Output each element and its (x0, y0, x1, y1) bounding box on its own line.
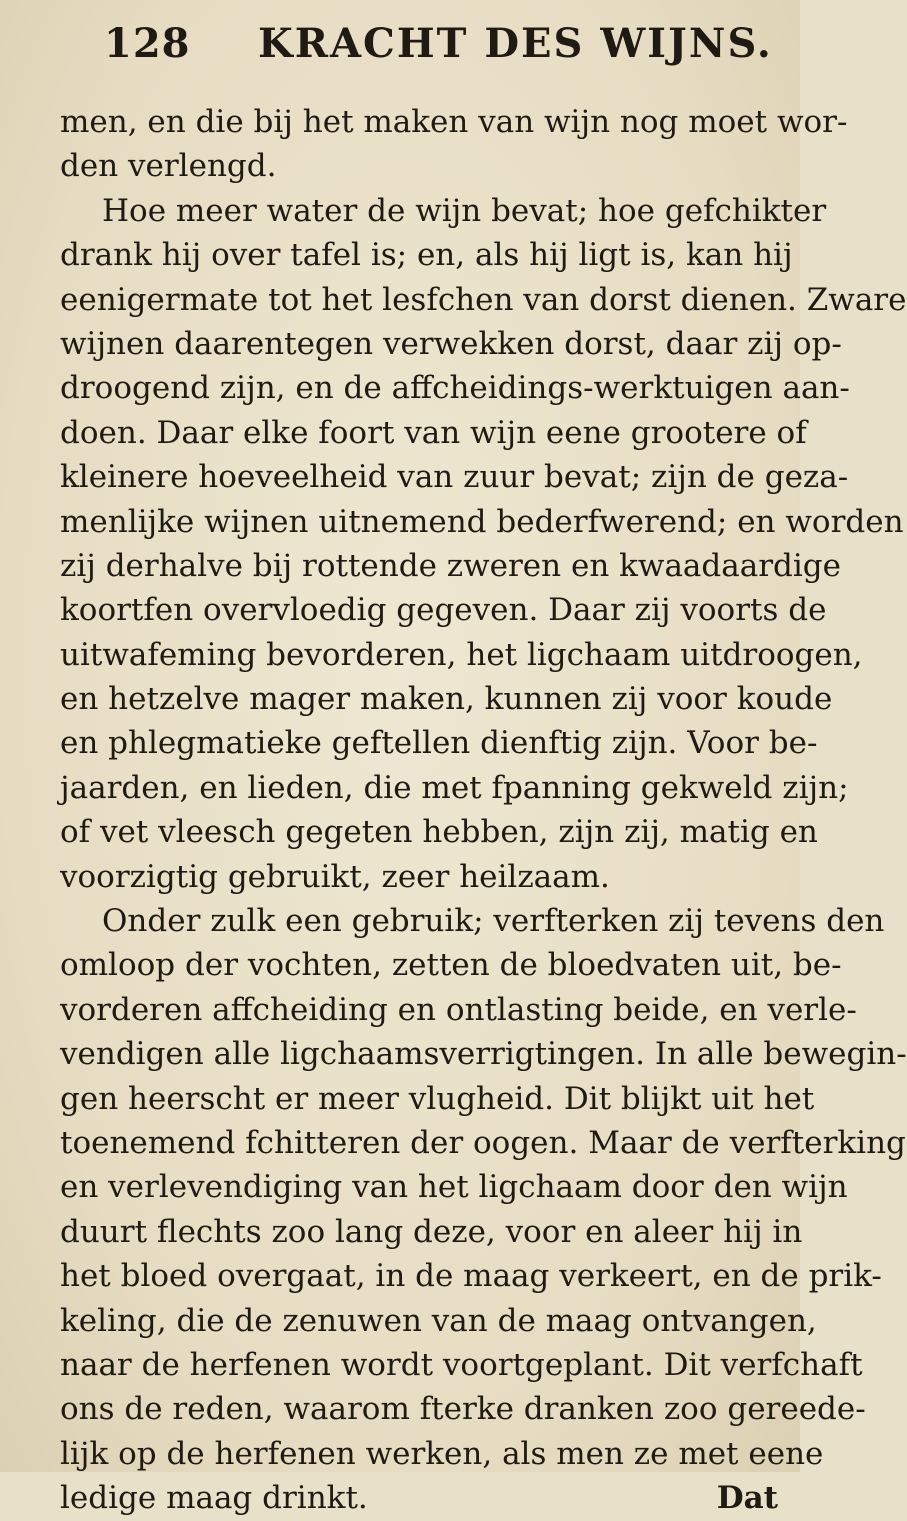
text-line: den verlengd. (60, 148, 277, 185)
text-line: en hetzelve mager maken, kunnen zij voor koude (60, 681, 833, 718)
page-number: 128 (104, 20, 191, 67)
text-line: en phlegmatieke geftellen dienftig zijn. Voor be- (60, 725, 818, 762)
text-line: jaarden, en lieden, die met fpanning gekweld zijn; (60, 769, 849, 806)
text-line: wijnen daarentegen verwekken dorst, daar zij op- (60, 325, 842, 362)
text-line: Hoe meer water de wijn bevat; hoe gefchikter (102, 192, 827, 229)
text-line: ledige maag drinkt. (60, 1480, 368, 1517)
text-line: doen. Daar elke foort van wijn eene grootere of (60, 414, 807, 451)
page-header (0, 20, 800, 70)
text-line: het bloed overgaat, in de maag verkeert, en de prik- (60, 1258, 882, 1295)
text-line: men, en die bij het maken van wijn nog moet wor- (60, 104, 848, 140)
text-line: drank hij over tafel is; en, als hij ligt is, kan hij (60, 237, 793, 274)
text-line: Onder zulk een gebruik; verfterken zij tevens den (102, 903, 885, 940)
text-line: omloop der vochten, zetten de bloedvaten uit, be- (60, 947, 842, 984)
text-line: vendigen alle ligchaamsverrigtingen. In alle bewegin- (60, 1036, 907, 1073)
body-text (60, 100, 907, 1521)
text-line: zij derhalve bij rottende zweren en kwaadaardige (60, 547, 841, 584)
text-line: duurt flechts zoo lang deze, voor en aleer hij in (60, 1213, 803, 1250)
text-line: naar de herfenen wordt voortgeplant. Dit verfchaft (60, 1346, 863, 1383)
text-line: kleinere hoeveelheid van zuur bevat; zijn de geza- (60, 459, 849, 496)
running-title: KRACHT DES WIJNS. (258, 20, 773, 67)
text-line: vorderen affcheiding en ontlasting beide, en verle- (60, 991, 857, 1028)
text-line: menlijke wijnen uitnemend bederfwerend; en worden (60, 503, 904, 540)
catchword: Dat (716, 1480, 778, 1517)
text-line: eenigermate tot het lesfchen van dorst dienen. Zware (60, 281, 907, 318)
text-line: keling, die de zenuwen van de maag ontvangen, (60, 1302, 817, 1339)
last-line-wrapper (60, 1476, 790, 1520)
text-line: droogend zijn, en de affcheidings-werktuigen aan- (60, 370, 850, 407)
text-line: ons de reden, waarom fterke dranken zoo gereede- (60, 1391, 866, 1428)
text-line: lijk op de herfenen werken, als men ze met eene (60, 1435, 824, 1472)
text-line: toenemend fchitteren der oogen. Maar de verfterking (60, 1124, 906, 1161)
text-line: voorzigtig gebruikt, zeer heilzaam. (60, 858, 610, 895)
text-line: koortfen overvloedig gegeven. Daar zij voorts de (60, 592, 827, 629)
text-line: en verlevendiging van het ligchaam door den wijn (60, 1169, 848, 1206)
text-line: gen heerscht er meer vlugheid. Dit blijkt uit het (60, 1080, 815, 1117)
text-line: of vet vleesch gegeten hebben, zijn zij, matig en (60, 814, 818, 851)
text-line: uitwafeming bevorderen, het ligchaam uitdroogen, (60, 636, 863, 673)
